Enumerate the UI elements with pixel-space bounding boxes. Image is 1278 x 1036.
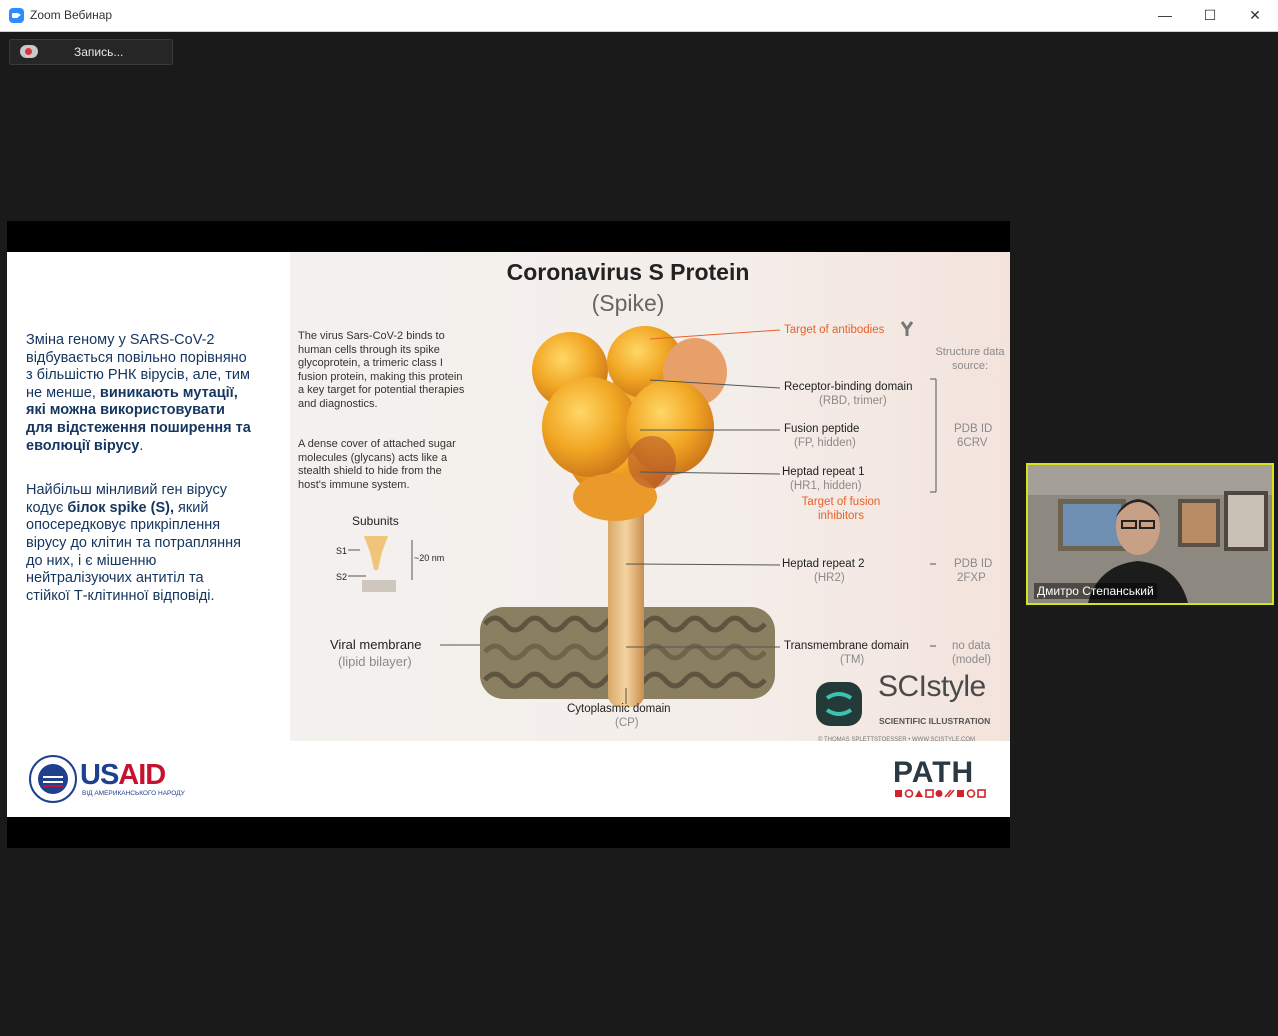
label-rbd: Receptor-binding domain xyxy=(784,381,913,393)
recording-indicator[interactable] xyxy=(9,39,173,65)
label-viral-membrane-sub: (lipid bilayer) xyxy=(338,654,412,669)
usaid-subtitle: ВІД АМЕРИКАНСЬКОГО НАРОДУ xyxy=(82,790,185,797)
label-model: (model) xyxy=(952,654,991,666)
participant-video[interactable] xyxy=(1026,463,1274,605)
title-bar xyxy=(0,0,1278,32)
subunit-size-label: ~20 nm xyxy=(414,553,445,563)
subunit-s1-label: S1 xyxy=(336,546,348,556)
presentation-slide xyxy=(7,252,1010,817)
label-fusion-peptide-sub: (FP, hidden) xyxy=(794,437,856,449)
zoom-camera-icon xyxy=(9,8,24,23)
paragraph-1-bold: виникають мутації, які можна використовувати для відстеження поширення та еволюції вірусу xyxy=(26,384,251,454)
scistyle-subtitle: SCIENTIFIC ILLUSTRATION xyxy=(879,716,991,726)
paragraph-2-suffix: який опосередковує прикріплення вірусу до клітин та потрапляння до них, і є мішенню нейтралізуючих антитіл та стійкої Т-клітинної відповіді. xyxy=(26,499,241,604)
label-transmembrane: Transmembrane domain xyxy=(784,640,909,652)
label-hr1-sub: (HR1, hidden) xyxy=(790,480,862,492)
illustration-title: Coronavirus S Protein xyxy=(506,259,750,285)
label-hr1: Heptad repeat 1 xyxy=(782,466,865,478)
label-hr2: Heptad repeat 2 xyxy=(782,558,865,570)
paragraph-1-suffix: . xyxy=(139,437,144,454)
participant-name: Дмитро Степанський xyxy=(1034,583,1157,599)
label-rbd-sub: (RBD, trimer) xyxy=(819,395,887,407)
usaid-wordmark: USAID xyxy=(80,759,166,791)
scistyle-brand: SCIstyle xyxy=(878,670,986,703)
path-logo xyxy=(893,757,993,799)
illustration-credit: © THOMAS SPLETTSTOESSER • WWW.SCISTYLE.COM xyxy=(818,737,975,741)
slide-left-text xyxy=(26,332,251,605)
subunit-s2-label: S2 xyxy=(336,572,348,582)
subunits-title: Subunits xyxy=(352,514,399,528)
recording-label: Запись... xyxy=(74,45,124,59)
label-hr2-sub: (HR2) xyxy=(814,572,845,584)
minimize-button[interactable]: — xyxy=(1158,7,1172,23)
label-pdb1-id: PDB ID xyxy=(954,423,993,435)
paragraph-2-text: Найбільш мінливий ген вірусу кодує xyxy=(26,482,228,516)
label-pdb2-value: 2FXP xyxy=(957,572,986,584)
slide-paragraph-1 xyxy=(26,332,251,455)
label-structure-source: Structure data source: xyxy=(935,346,1005,372)
label-cytoplasmic-sub: (CP) xyxy=(615,717,639,729)
label-target-antibodies: Target of antibodies xyxy=(784,324,885,336)
label-viral-membrane: Viral membrane xyxy=(330,637,422,652)
label-transmembrane-sub: (TM) xyxy=(840,654,865,666)
label-no-data: no data xyxy=(952,640,991,652)
label-fusion-peptide: Fusion peptide xyxy=(784,423,860,435)
label-cytoplasmic: Cytoplasmic domain xyxy=(567,703,671,715)
slide-paragraph-2 xyxy=(26,482,251,605)
path-wordmark: PATH xyxy=(893,756,975,789)
label-pdb2-id: PDB ID xyxy=(954,558,993,570)
description-1: The virus Sars-CoV-2 binds to human cells through its spike glycoprotein, a trimeric class I fusion protein, making this protein a key target for potential therapies and diagnostics. xyxy=(298,330,465,410)
paragraph-2-bold: білок spike (S), xyxy=(67,499,175,516)
shared-screen[interactable] xyxy=(7,221,1010,848)
window-title: Zoom Вебинар xyxy=(30,8,113,22)
label-target-fusion: Target of fusion inhibitors xyxy=(801,496,881,522)
usaid-seal-icon xyxy=(29,755,77,803)
paragraph-1-text: Зміна геному у SARS-CoV-2 відбувається повільно порівняно з більшістю РНК вірусів, але, тим не менше, xyxy=(26,332,250,401)
maximize-button[interactable]: ☐ xyxy=(1203,7,1217,23)
path-pattern-icon xyxy=(893,789,993,799)
close-button[interactable]: ✕ xyxy=(1249,7,1261,23)
illustration-subtitle: (Spike) xyxy=(591,290,665,316)
description-2: A dense cover of attached sugar molecules (glycans) acts like a stealth shield to hide from the host's immune system. xyxy=(298,438,456,491)
label-pdb1-value: 6CRV xyxy=(957,437,988,449)
spike-protein-illustration xyxy=(290,252,1010,741)
cloud-record-icon xyxy=(20,45,38,58)
